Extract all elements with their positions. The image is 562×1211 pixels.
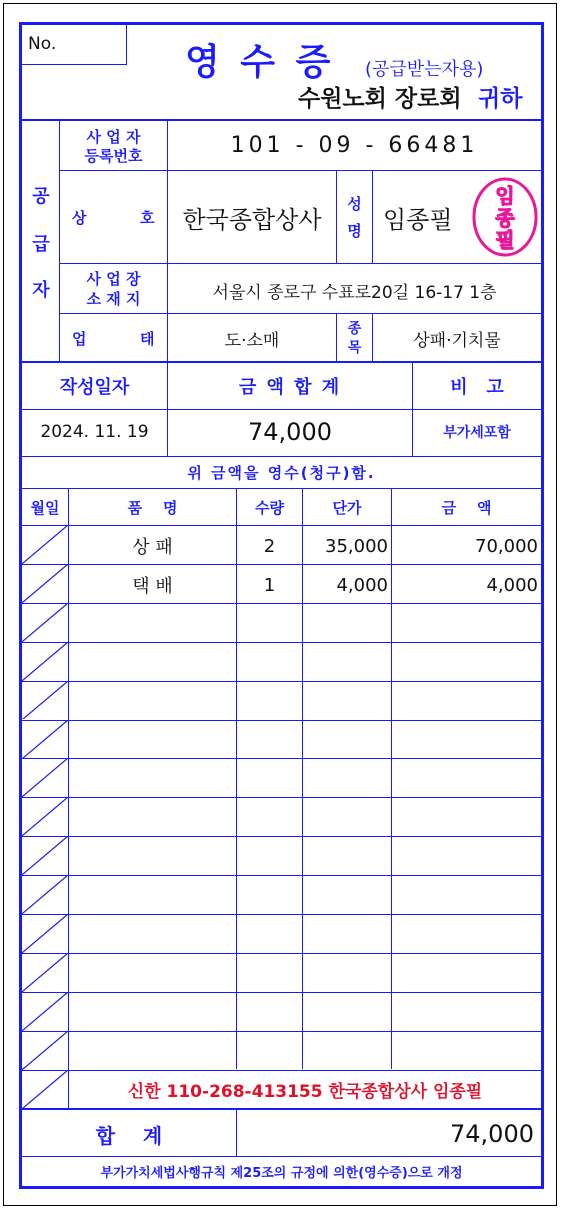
issue-date: 2024. 11. 19: [40, 422, 149, 442]
address-label-line2: 소 재 지: [86, 289, 141, 308]
note-label: 비 고: [450, 377, 504, 398]
table-row-line: [22, 758, 541, 759]
row-2-amount: 4,000: [486, 574, 538, 596]
date-cell-diagonal: [22, 720, 69, 759]
receipt-statement: 위 금액을 영수(청구)함.: [187, 463, 376, 482]
table-row-line: [22, 1031, 541, 1032]
row-1-item: 상 패: [132, 537, 173, 558]
table-row-line: [22, 564, 541, 565]
statement-top-line: [22, 456, 541, 457]
row-1-amount: 70,000: [475, 535, 538, 557]
business-label-2: 태: [140, 329, 155, 348]
note-value: 부가세포함: [443, 425, 511, 441]
item-label-2: 목: [347, 339, 362, 356]
business-address: 서울시 종로구 수표로20길 16-17 1층: [212, 282, 497, 303]
date-cell-diagonal: [22, 525, 69, 564]
date-cell-diagonal: [22, 564, 69, 603]
seal-text-1: 임 종 필: [495, 184, 515, 252]
reg-label-line1: 사 업 자: [86, 127, 141, 146]
reg-number: 101 - 09 - 66481: [230, 132, 479, 158]
col-header-price: 단가: [332, 498, 362, 517]
date-cell-diagonal: [22, 797, 69, 836]
col-header-qty: 수량: [255, 498, 284, 517]
name-label-2: 명: [347, 221, 362, 240]
date-cell-diagonal: [22, 681, 69, 720]
date-cell-diagonal: [22, 603, 69, 642]
supplier-row-line-3: [60, 313, 541, 314]
row-2-qty: 1: [263, 574, 276, 596]
col-header-amount: 금 액: [441, 498, 492, 517]
legal-note: 부가가치세법사행규칙 제25조의 규정에 의한(영수증)으로 개정: [100, 1165, 463, 1181]
date-cell-diagonal: [22, 1031, 69, 1070]
receipt-title: 영 수 증: [185, 41, 335, 83]
row-1-price: 35,000: [325, 535, 388, 557]
reg-label-line2: 등록번호: [84, 146, 143, 165]
supplier-label-2: 급: [32, 234, 50, 255]
date-label: 작성일자: [59, 377, 130, 398]
supplier-bottom-divider: [22, 361, 541, 363]
summary-row-line: [22, 409, 541, 410]
name-label-line-right: [372, 171, 373, 263]
total-label: 금 액 합 계: [238, 377, 342, 398]
table-row-line: [22, 797, 541, 798]
table-row-line: [22, 603, 541, 604]
row-1-qty: 2: [263, 535, 276, 557]
supplier-row-line-2: [60, 263, 541, 264]
statement-bottom-line: [22, 488, 541, 489]
table-row-line: [22, 836, 541, 837]
table-row-line: [22, 914, 541, 915]
header-divider: [22, 119, 541, 121]
business-label-1: 업: [72, 329, 87, 348]
col-header-date: 월일: [30, 498, 60, 517]
no-label: No.: [28, 34, 57, 54]
supplier-row-line-1: [60, 170, 541, 171]
footer-total-amount: 74,000: [450, 1120, 534, 1148]
seal-stamp: [470, 175, 540, 259]
table-row-line: [22, 681, 541, 682]
date-cell-diagonal: [22, 1070, 69, 1109]
supplier-label-3: 자: [32, 280, 50, 301]
table-header-line: [22, 525, 541, 526]
total-amount: 74,000: [248, 418, 332, 446]
table-row-line: [22, 720, 541, 721]
company-name: 한국종합상사: [182, 205, 322, 234]
bank-account-note: 신한 110-268-413155 한국종합상사 임종필: [127, 1081, 483, 1102]
business-type: 도·소매: [224, 330, 280, 351]
date-cell-diagonal: [22, 953, 69, 992]
company-label-2: 호: [140, 208, 155, 227]
owner-name: 임종필: [383, 205, 453, 234]
receipt-title-sub: (공급받는자용): [365, 59, 484, 80]
table-row-line: [22, 953, 541, 954]
date-cell-diagonal: [22, 758, 69, 797]
supplier-label-1: 공: [32, 186, 50, 207]
date-cell-diagonal: [22, 642, 69, 681]
table-row-line: [22, 1070, 541, 1071]
date-cell-diagonal: [22, 875, 69, 914]
date-cell-diagonal: [22, 836, 69, 875]
item-label-1: 종: [347, 320, 362, 337]
row-2-item: 택 배: [132, 576, 173, 597]
name-label-line-left: [336, 171, 337, 263]
table-row-line: [22, 875, 541, 876]
footer-bottom-line: [22, 1156, 541, 1157]
company-label-1: 상: [72, 208, 87, 227]
business-item: 상패·기치물: [413, 330, 501, 351]
recipient-name: 수원노회 장로회: [298, 85, 462, 112]
footer-top-line: [22, 1108, 541, 1110]
table-row-line: [22, 642, 541, 643]
address-label-line1: 사 업 장: [86, 269, 141, 288]
row-2-price: 4,000: [336, 574, 388, 596]
footer-total-label: 합 계: [95, 1123, 163, 1148]
name-label-1: 성: [347, 194, 362, 213]
date-cell-diagonal: [22, 992, 69, 1031]
table-row-line: [22, 992, 541, 993]
col-header-item: 품 명: [127, 498, 178, 517]
recipient-honorific: 귀하: [478, 85, 523, 112]
date-cell-diagonal: [22, 914, 69, 953]
